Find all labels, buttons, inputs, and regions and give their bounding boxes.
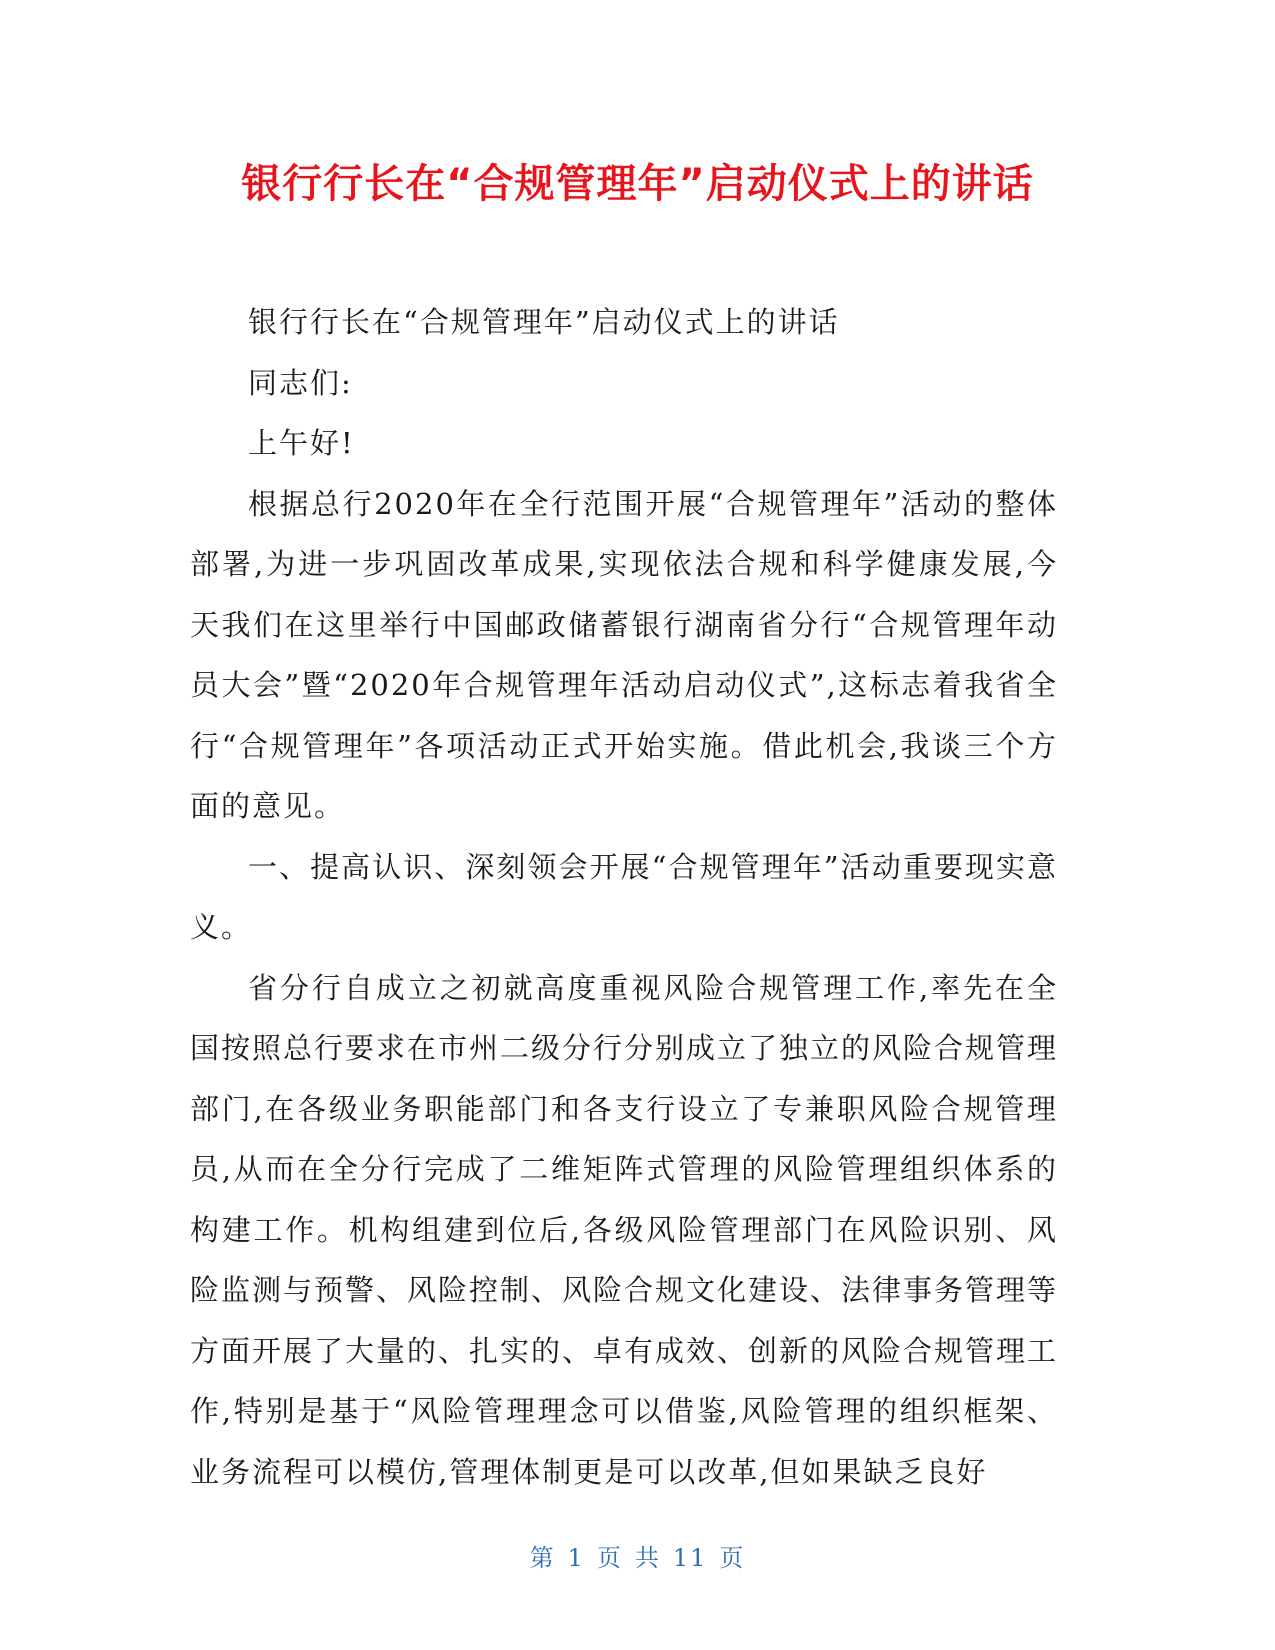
paragraph-body: 省分行自成立之初就高度重视风险合规管理工作,率先在全国按照总行要求在市州二级分行分别成立了独立的风险合规管理部门,在各级业务职能部门和各支行设立了专兼职风险合规管理员,从而在全分行完成了二维矩阵式管理的风险管理组织体系的构建工作。机构组建到位后,各级风险管理部门在风险识别、风险监测与预警、风险控制、风险合规文化建设、法律事务管理等方面开展了大量的、扎实的、卓有成效、创新的风险合规管理工作,特别是基于“风险管理理念可以借鉴,风险管理的组织框架、业务流程可以模仿,管理体制更是可以改革,但如果缺乏良好 [190, 970, 1059, 1489]
footer-label-page-unit: 页 [596, 1544, 623, 1572]
document-body [190, 292, 1058, 1502]
footer-label-total: 共 [634, 1544, 661, 1572]
footer-label-page: 第 [529, 1544, 556, 1572]
paragraph-intro: 根据总行2020年在全行范围开展“合规管理年”活动的整体部署,为进一步巩固改革成果,实现依法合规和科学健康发展,今天我们在这里举行中国邮政储蓄银行湖南省分行“合规管理年动员大会”暨“2020年合规管理年活动启动仪式”,这标志着我省全行“合规管理年”各项活动正式开始实施。借此机会,我谈三个方面的意见。 [190, 486, 1058, 823]
paragraph-greeting: 同志们: [248, 365, 353, 400]
page-footer [0, 1538, 1275, 1573]
footer-current-page: 1 [567, 1544, 585, 1572]
page-title: 银行行长在“合规管理年”启动仪式上的讲话 [241, 161, 1034, 207]
footer-label-total-unit: 页 [719, 1544, 746, 1572]
paragraph-section-one: 一、提高认识、深刻领会开展“合规管理年”活动重要现实意义。 [190, 849, 1058, 944]
footer-total-pages: 11 [672, 1544, 708, 1572]
paragraph-salutation: 上午好! [248, 426, 355, 460]
paragraph-heading: 银行行长在“合规管理年”启动仪式上的讲话 [248, 305, 840, 339]
